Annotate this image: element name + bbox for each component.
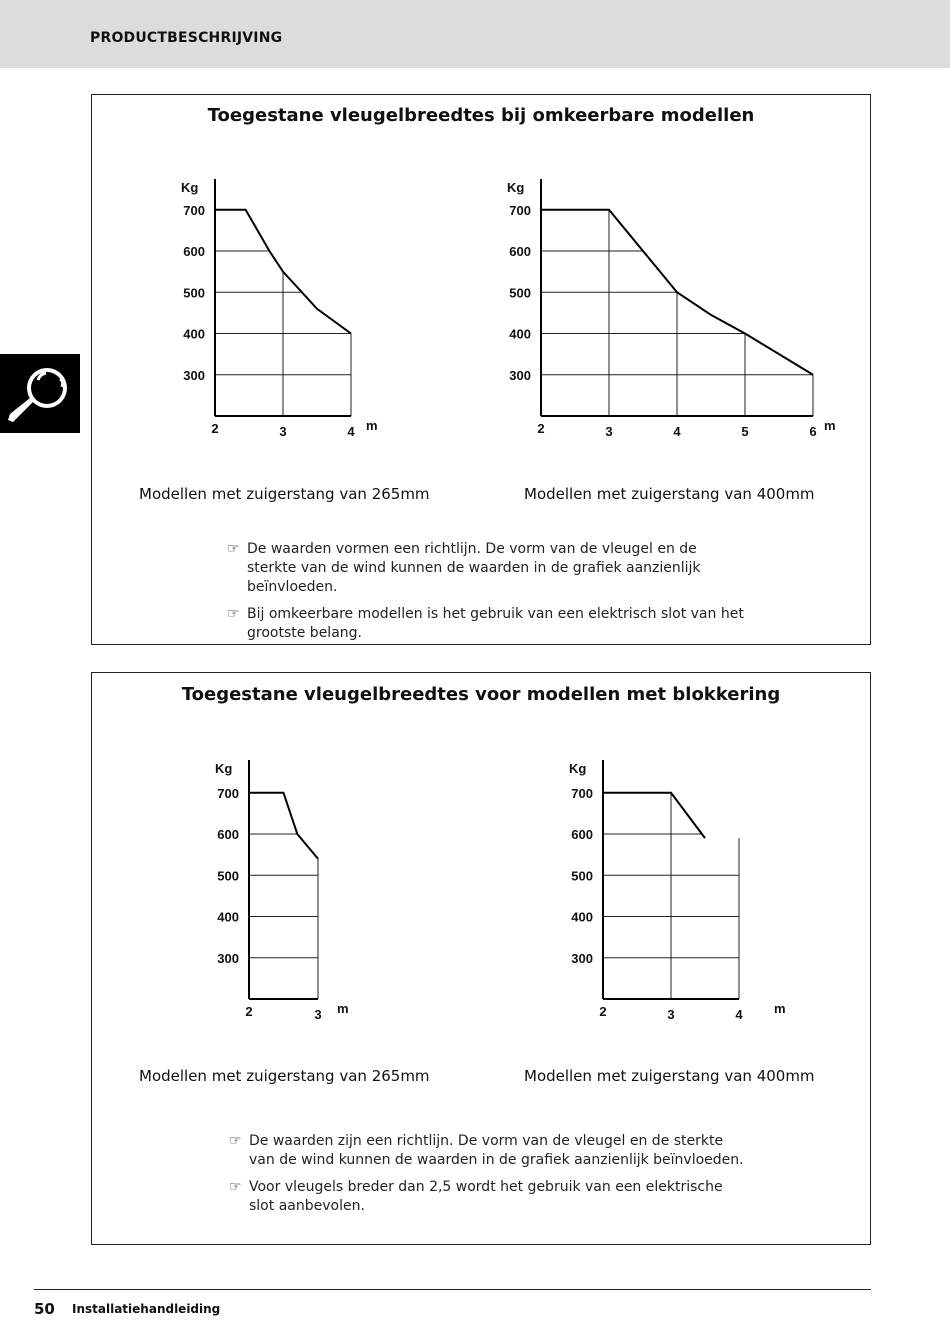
x-tick-label: 3 [667, 1007, 675, 1022]
section-title: Toegestane vleugelbreedtes bij omkeerbare modellen [207, 105, 755, 126]
x-tick-label: 2 [245, 1004, 253, 1019]
section-title: Toegestane vleugelbreedtes voor modellen met blokkering [181, 684, 781, 705]
pointing-hand-icon: ☞ [229, 1179, 242, 1195]
pointing-hand-icon: ☞ [227, 606, 240, 622]
y-tick-label: 500 [509, 285, 531, 301]
section-reversible [91, 94, 871, 645]
x-tick-label: 4 [673, 424, 681, 439]
x-tick-label: 2 [599, 1004, 607, 1019]
y-tick-label: 400 [571, 909, 593, 925]
chart-caption-400: Modellen met zuigerstang van 400mm [524, 1067, 815, 1085]
x-axis-label: m [337, 1001, 349, 1016]
y-tick-label: 400 [183, 326, 205, 342]
pointing-hand-icon: ☞ [227, 541, 240, 557]
notes-list [227, 540, 747, 651]
y-tick-label: 400 [217, 909, 239, 925]
y-tick-label: 600 [217, 827, 239, 842]
y-tick-label: 700 [217, 785, 239, 801]
chart-caption-265: Modellen met zuigerstang van 265mm [139, 485, 430, 503]
x-tick-label: 2 [211, 421, 219, 436]
x-tick-label: 4 [347, 424, 355, 439]
pointing-hand-icon: ☞ [229, 1133, 242, 1149]
x-axis-label: m [774, 1001, 786, 1016]
note-item [229, 1132, 749, 1170]
x-tick-label: 3 [279, 424, 287, 439]
y-tick-label: 700 [509, 202, 531, 218]
page-number: 50 [34, 1300, 55, 1318]
note-item [227, 540, 747, 597]
magnifier-icon [0, 354, 80, 433]
y-axis-label: Kg [569, 761, 587, 776]
x-tick-label: 5 [741, 424, 749, 439]
y-tick-label: 300 [571, 950, 593, 966]
y-tick-label: 700 [571, 785, 593, 801]
y-tick-label: 500 [183, 285, 205, 301]
series-line [603, 793, 705, 838]
note-item [227, 605, 747, 643]
section-blocking [91, 672, 871, 1245]
y-axis-label: Kg [215, 761, 233, 776]
y-axis-label: Kg [507, 180, 525, 195]
footer-text: Installatiehandleiding [72, 1302, 221, 1316]
y-tick-label: 300 [509, 367, 531, 383]
note-text: Bij omkeerbare modellen is het gebruik van een elektrisch slot van het grootste belang. [247, 606, 744, 641]
x-axis-label: m [366, 418, 378, 433]
y-tick-label: 600 [571, 827, 593, 842]
y-tick-label: 300 [217, 950, 239, 966]
notes-list [229, 1132, 749, 1224]
y-tick-label: 400 [509, 326, 531, 342]
y-tick-label: 500 [571, 868, 593, 884]
x-tick-label: 3 [314, 1007, 322, 1022]
x-tick-label: 3 [605, 424, 613, 439]
chart-caption-265: Modellen met zuigerstang van 265mm [139, 1067, 430, 1085]
note-text: De waarden zijn een richtlijn. De vorm van de vleugel en de sterkte van de wind kunnen de waarden in de grafiek aanzienlijk beïnvloeden. [249, 1133, 744, 1168]
x-tick-label: 4 [735, 1007, 743, 1022]
page-header [0, 0, 950, 68]
y-tick-label: 500 [217, 868, 239, 884]
note-item [229, 1178, 749, 1216]
y-tick-label: 600 [183, 244, 205, 259]
y-tick-label: 600 [509, 244, 531, 259]
x-tick-label: 2 [537, 421, 545, 436]
footer-rule [34, 1289, 871, 1290]
x-tick-label: 6 [809, 424, 817, 439]
x-axis-label: m [824, 418, 836, 433]
chart-caption-400: Modellen met zuigerstang van 400mm [524, 485, 815, 503]
y-tick-label: 700 [183, 202, 205, 218]
y-axis-label: Kg [181, 180, 199, 195]
note-text: Voor vleugels breder dan 2,5 wordt het gebruik van een elektrische slot aanbevolen. [249, 1179, 723, 1214]
side-tab [0, 354, 80, 433]
note-text: De waarden vormen een richtlijn. De vorm van de vleugel en de sterkte van de wind kunnen de waarden in de grafiek aanzienlijk beïnvloeden. [247, 541, 701, 595]
series-line [249, 793, 318, 859]
header-title: PRODUCTBESCHRIJVING [90, 30, 283, 46]
y-tick-label: 300 [183, 367, 205, 383]
